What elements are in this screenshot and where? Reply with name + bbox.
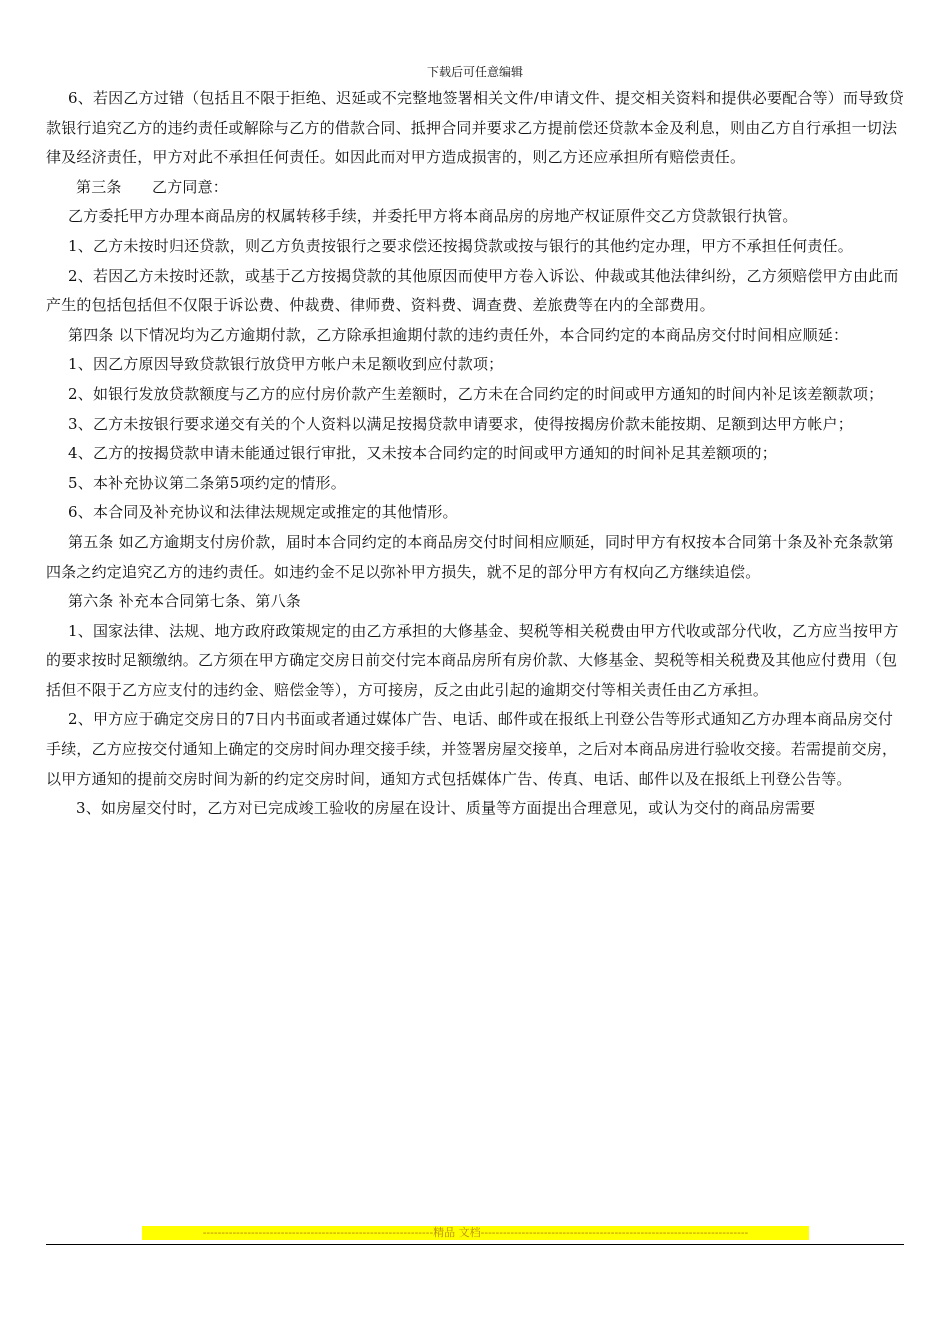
footer-banner: --------------------------------------------------------------精品 文档------------------------------------------------------------------------ (142, 1226, 809, 1240)
paragraph-article-4-item-4: 4、乙方的按揭贷款申请未能通过银行审批，又未按本合同约定的时间或甲方通知的时间补足其差额项的； (68, 444, 777, 463)
paragraph-article-4-item-5: 5、本补充协议第二条第5项约定的情形。 (68, 473, 346, 492)
paragraph-article-4-heading: 第四条 以下情况均为乙方逾期付款，乙方除承担逾期付款的违约责任外，本合同约定的本商品房交付时间相应顺延： (68, 325, 849, 344)
paragraph-clause-2-item-6: 6、若因乙方过错（包括且不限于拒绝、迟延或不完整地签署相关文件/申请文件、提交相关资料和提供必要配合等）而导致贷款银行追究乙方的违约责任或解除与乙方的借款合同、抵押合同并要求乙方提前偿还贷款本金及利息，则由乙方自行承担一切法律及经济责任，甲方对此不承担任何责任。如因此而对甲方造成损害的，则乙方还应承担所有赔偿责任。 (46, 89, 904, 167)
page-header: 下载后可任意编辑 (426, 65, 523, 79)
paragraph-article-6-item-3: 3、如房屋交付时，乙方对已完成竣工验收的房屋在设计、质量等方面提出合理意见，或认为交付的商品房需要 (76, 799, 816, 818)
document-body (46, 84, 906, 824)
paragraph-article-5: 第五条 如乙方逾期支付房价款，届时本合同约定的本商品房交付时间相应顺延，同时甲方有权按本合同第十条及补充条款第四条之约定追究乙方的违约责任。如违约金不足以弥补甲方损失，就不足的部分甲方有权向乙方继续追偿。 (46, 532, 894, 581)
paragraph-article-4-item-6: 6、本合同及补充协议和法律法规规定或推定的其他情形。 (68, 503, 458, 522)
paragraph-article-6-item-2: 2、甲方应于确定交房日的7日内书面或者通过媒体广告、电话、邮件或在报纸上刊登公告等形式通知乙方办理本商品房交付手续，乙方应按交付通知上确定的交房时间办理交接手续，并签署房屋交接单，之后对本商品房进行验收交接。若需提前交房，以甲方通知的提前交房时间为新的约定交房时间，通知方式包括媒体广告、传真、电话、邮件以及在报纸上刊登公告等。 (46, 710, 898, 788)
paragraph-article-4-item-2: 2、如银行发放贷款额度与乙方的应付房价款产生差额时，乙方未在合同约定的时间或甲方通知的时间内补足该差额款项； (68, 384, 884, 403)
paragraph-article-6-heading: 第六条 补充本合同第七条、第八条 (68, 592, 301, 611)
paragraph-article-6-item-1: 1、国家法律、法规、地方政府政策规定的由乙方承担的大修基金、契税等相关税费由甲方代收或部分代收，乙方应当按甲方的要求按时足额缴纳。乙方须在甲方确定交房日前交付完本商品房所有房价款、大修基金、契税等相关税费及其他应付费用（包括但不限于乙方应支付的违约金、赔偿金等），方可接房，反之由此引起的逾期交付等相关责任由乙方承担。 (46, 621, 899, 699)
paragraph-article-3-intro: 乙方委托甲方办理本商品房的权属转移手续，并委托甲方将本商品房的房地产权证原件交乙方贷款银行执管。 (68, 207, 798, 226)
paragraph-article-3-item-2: 2、若因乙方未按时还款，或基于乙方按揭贷款的其他原因而使甲方卷入诉讼、仲裁或其他法律纠纷，乙方须赔偿甲方由此而产生的包括包括但不仅限于诉讼费、仲裁费、律师费、资料费、调查费、差旅费等在内的全部费用。 (46, 266, 899, 315)
paragraph-article-3-item-1: 1、乙方未按时归还贷款，则乙方负责按银行之要求偿还按揭贷款或按与银行的其他约定办理，甲方不承担任何责任。 (68, 236, 853, 255)
paragraph-article-4-item-3: 3、乙方未按银行要求递交有关的个人资料以满足按揭贷款申请要求，使得按揭房价款未能按期、足额到达甲方帐户； (68, 414, 853, 433)
paragraph-article-3-heading: 第三条 乙方同意： (76, 177, 229, 196)
paragraph-article-4-item-1: 1、因乙方原因导致贷款银行放贷甲方帐户未足额收到应付款项； (68, 355, 504, 374)
footer-divider (46, 1244, 904, 1245)
